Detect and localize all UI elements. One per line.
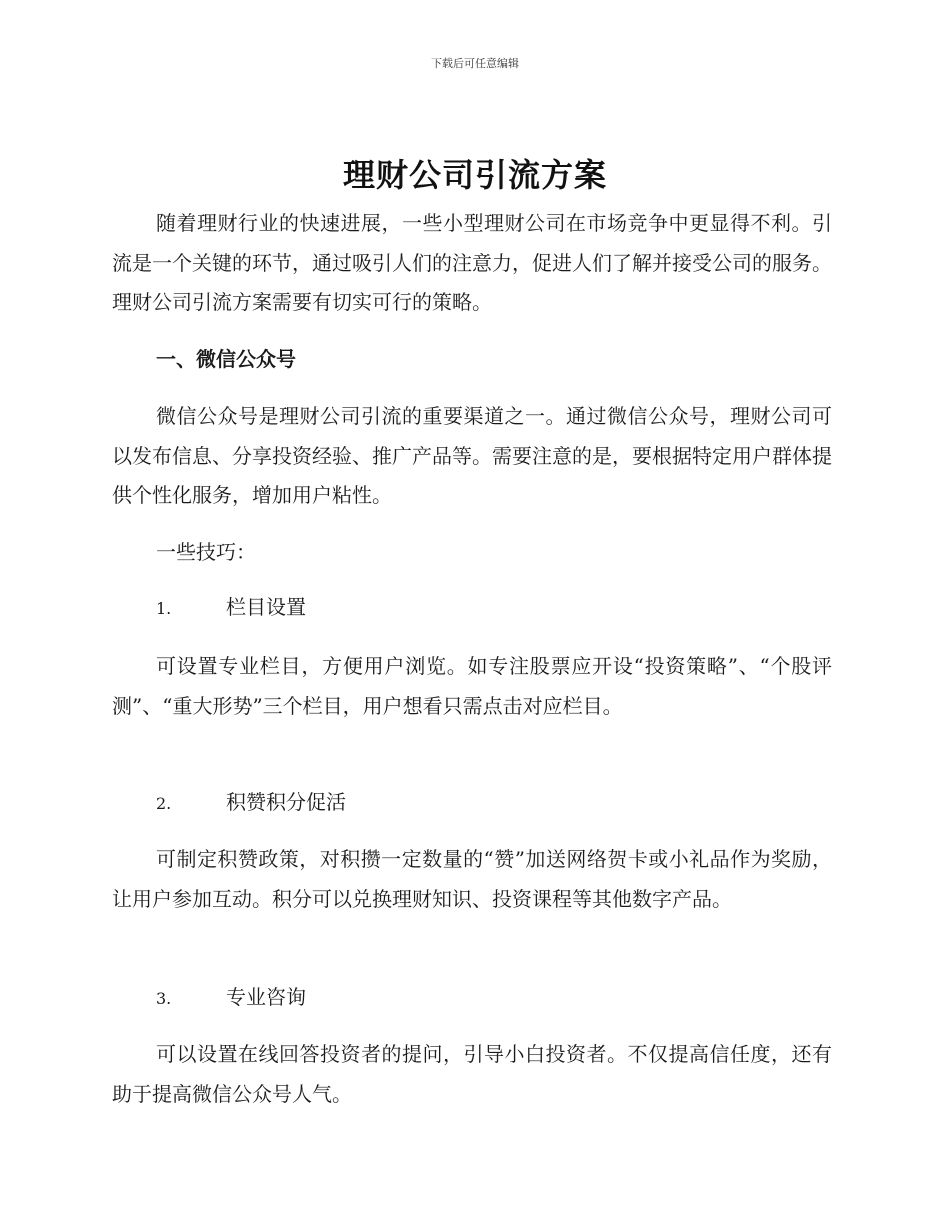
list-item-3-paragraph: 可以设置在线回答投资者的提问，引导小白投资者。不仅提高信任度，还有助于提高微信公众号人气。 (112, 1042, 832, 1106)
list-item-2-paragraph: 可制定积赞政策，对积攒一定数量的“赞”加送网络贺卡或小礼品作为奖励，让用户参加互动。积分可以兑换理财知识、投资课程等其他数字产品。 (112, 847, 832, 911)
list-item-1 (156, 593, 306, 623)
list-item-label: 积赞积分促活 (226, 790, 346, 814)
list-item-2 (156, 788, 346, 818)
list-item-number: 1. (156, 599, 172, 618)
list-item-3 (156, 983, 306, 1013)
intro-paragraph: 随着理财行业的快速进展，一些小型理财公司在市场竞争中更显得不利。引流是一个关键的环节，通过吸引人们的注意力，促进人们了解并接受公司的服务。理财公司引流方案需要有切实可行的策略。 (112, 211, 832, 314)
header-note: 下载后可任意编辑 (431, 57, 519, 70)
list-item-label: 栏目设置 (226, 595, 306, 619)
list-item-1-paragraph: 可设置专业栏目，方便用户浏览。如专注股票应开设“投资策略”、“个股评测”、“重大形势”三个栏目，用户想看只需点击对应栏目。 (112, 654, 832, 718)
wechat-paragraph: 微信公众号是理财公司引流的重要渠道之一。通过微信公众号，理财公司可以发布信息、分享投资经验、推广产品等。需要注意的是，要根据特定用户群体提供个性化服务，增加用户粘性。 (112, 404, 832, 507)
list-item-number: 3. (156, 989, 172, 1008)
section-heading-wechat: 一、微信公众号 (156, 347, 296, 371)
tips-label: 一些技巧： (156, 540, 256, 564)
document-title: 理财公司引流方案 (342, 156, 607, 194)
list-item-number: 2. (156, 794, 172, 813)
list-item-label: 专业咨询 (226, 985, 306, 1009)
